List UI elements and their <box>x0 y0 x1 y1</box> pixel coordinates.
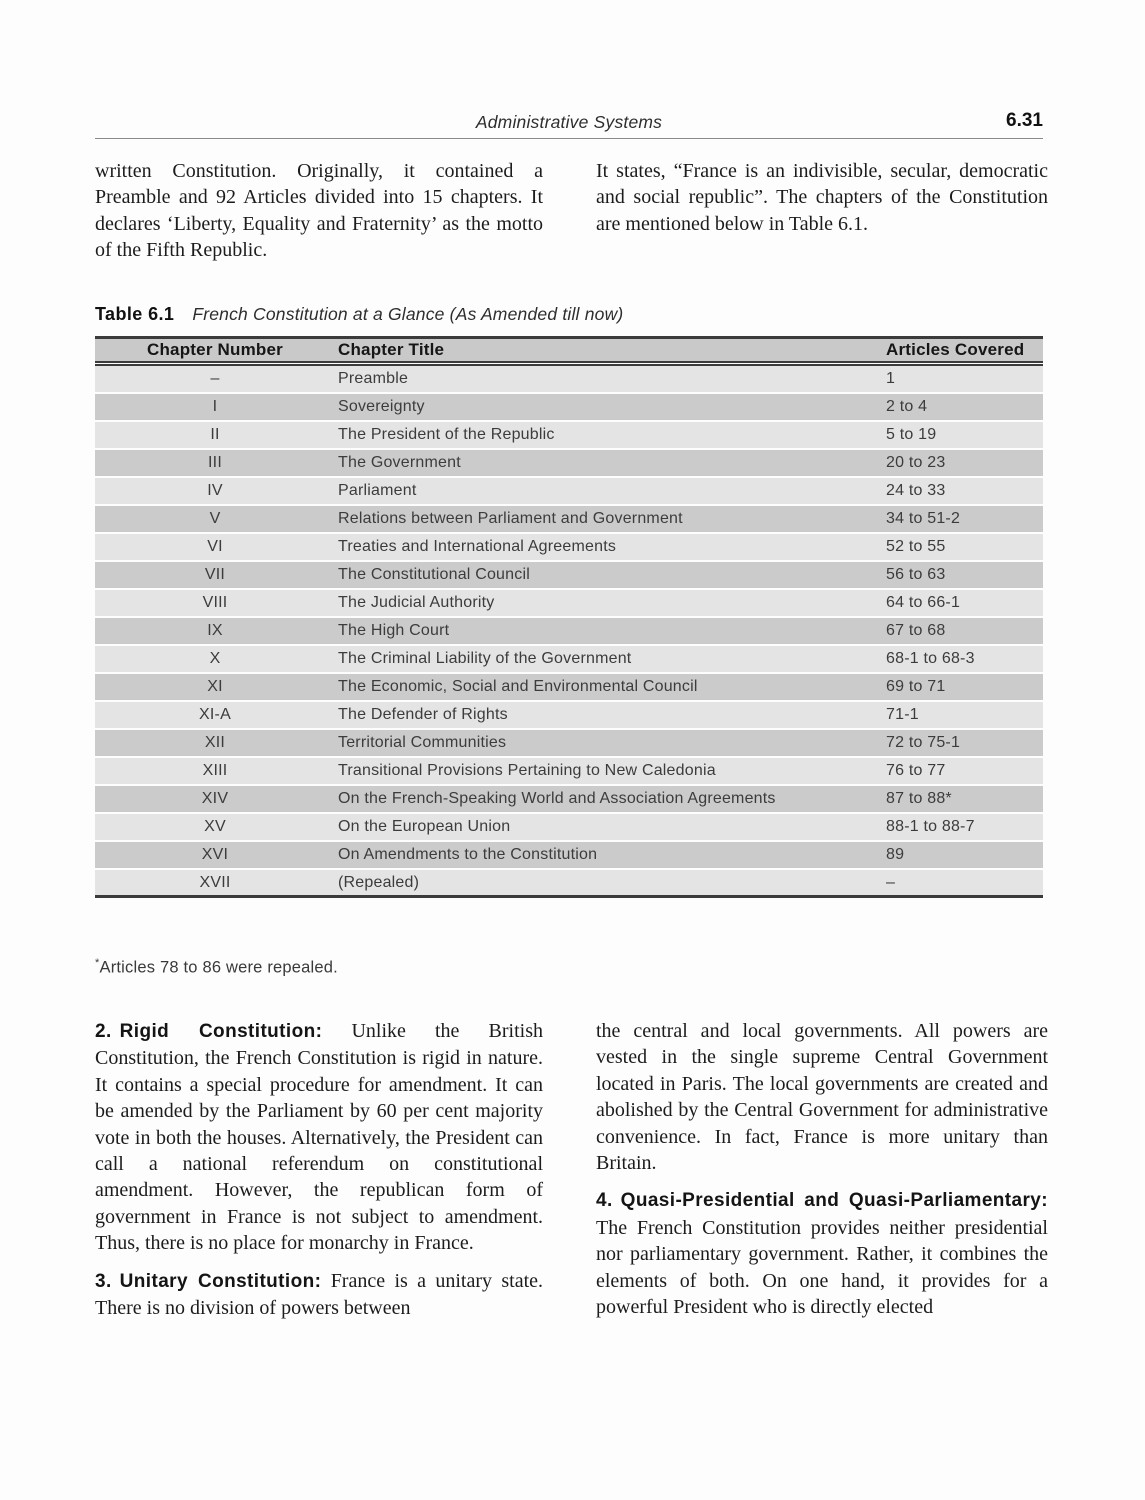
chapter-title-cell: Preamble <box>335 366 883 394</box>
articles-covered-cell: 64 to 66-1 <box>883 590 1043 618</box>
section-body: The French Constitution provides neither presidential nor parliamentary government. Rather, it combines the elements of both. On one hand, it provides for a powerful President who is directly elected <box>596 1216 1048 1319</box>
section-quasi-presidential <box>596 1187 1048 1320</box>
column-header-articles-covered: Articles Covered <box>883 336 1043 366</box>
section-unitary-constitution <box>95 1268 543 1322</box>
chapter-number-cell: XI-A <box>95 702 335 730</box>
table-row <box>95 590 1043 618</box>
body-column-left <box>95 1018 543 1332</box>
table-row <box>95 870 1043 898</box>
chapter-number-cell: XIII <box>95 758 335 786</box>
articles-covered-cell: 71-1 <box>883 702 1043 730</box>
chapter-title-cell: The Economic, Social and Environmental Council <box>335 674 883 702</box>
chapter-title-cell: On Amendments to the Constitution <box>335 842 883 870</box>
table-row <box>95 450 1043 478</box>
table-title: French Constitution at a Glance (As Amended till now) <box>192 304 624 324</box>
chapter-title-cell: The President of the Republic <box>335 422 883 450</box>
table-label: Table 6.1 <box>95 304 175 324</box>
chapter-title-cell: The Constitutional Council <box>335 562 883 590</box>
table-row <box>95 702 1043 730</box>
column-header-chapter-number: Chapter Number <box>95 336 335 366</box>
section-heading: Rigid Constitution: <box>119 1021 323 1042</box>
table-row <box>95 422 1043 450</box>
chapter-number-cell: VII <box>95 562 335 590</box>
table-row <box>95 562 1043 590</box>
chapter-number-cell: XIV <box>95 786 335 814</box>
table-row <box>95 394 1043 422</box>
section-body: Unlike the British Constitution, the French Constitution is rigid in nature. It contains a special procedure for amendment. It can be amended by the Parliament by 60 per cent majority vote in both the houses. Alternatively, the President can call a national referendum on constitutional amendment. However, the republican form of government in France is not subject to amendment. Thus, there is no place for monarchy in France. <box>95 1020 543 1255</box>
chapter-title-cell: Treaties and International Agreements <box>335 534 883 562</box>
chapter-title-cell: On the European Union <box>335 814 883 842</box>
chapter-number-cell: XI <box>95 674 335 702</box>
table-row <box>95 814 1043 842</box>
chapter-number-cell: XII <box>95 730 335 758</box>
articles-covered-cell: 76 to 77 <box>883 758 1043 786</box>
articles-covered-cell: 5 to 19 <box>883 422 1043 450</box>
intro-paragraph-right: It states, “France is an indivisible, secular, democratic and social republic”. The chapters of the Constitution are mentioned below in Table 6.1. <box>596 160 1048 235</box>
articles-covered-cell: 20 to 23 <box>883 450 1043 478</box>
chapter-number-cell: VIII <box>95 590 335 618</box>
footnote-marker: * <box>95 957 100 969</box>
chapter-title-cell: Relations between Parliament and Government <box>335 506 883 534</box>
column-header-chapter-title: Chapter Title <box>335 336 883 366</box>
chapter-title-cell: Territorial Communities <box>335 730 883 758</box>
section-heading: Unitary Constitution: <box>119 1270 322 1292</box>
section-unitary-continuation: the central and local governments. All powers are vested in the single supreme Central Government located in Paris. The local governments are created and abolished by the Central Government for administrative convenience. In fact, France is more unitary than Britain. <box>596 1020 1048 1175</box>
chapter-number-cell: X <box>95 646 335 674</box>
chapter-number-cell: II <box>95 422 335 450</box>
articles-covered-cell: 56 to 63 <box>883 562 1043 590</box>
footnote-text: Articles 78 to 86 were repealed. <box>99 958 338 977</box>
chapter-title-cell: Parliament <box>335 478 883 506</box>
chapter-title-cell: The Government <box>335 450 883 478</box>
chapter-number-cell: III <box>95 450 335 478</box>
chapter-number-cell: IV <box>95 478 335 506</box>
chapter-number-cell: XVII <box>95 870 335 898</box>
body-column-right <box>596 1018 1048 1331</box>
page-number: 6.31 <box>1006 110 1043 131</box>
articles-covered-cell: 52 to 55 <box>883 534 1043 562</box>
chapter-number-cell: IX <box>95 618 335 646</box>
section-number: 3. <box>95 1270 112 1292</box>
page-header <box>95 110 1043 136</box>
articles-covered-cell: 68-1 to 68-3 <box>883 646 1043 674</box>
section-number: 4. <box>596 1190 613 1212</box>
chapter-title-cell: Sovereignty <box>335 394 883 422</box>
constitution-table-body <box>95 366 1043 898</box>
table-caption <box>95 304 623 325</box>
section-body: France is a unitary state. There is no division of powers between <box>95 1269 544 1320</box>
chapter-title-cell: The High Court <box>335 618 883 646</box>
table-row <box>95 786 1043 814</box>
articles-covered-cell: 87 to 88* <box>883 786 1043 814</box>
table-row <box>95 842 1043 870</box>
table-row <box>95 506 1043 534</box>
chapter-number-cell: XV <box>95 814 335 842</box>
constitution-table <box>95 336 1043 898</box>
articles-covered-cell: 24 to 33 <box>883 478 1043 506</box>
header-rule <box>95 138 1043 139</box>
articles-covered-cell: 67 to 68 <box>883 618 1043 646</box>
table-row <box>95 730 1043 758</box>
chapter-title-cell: The Criminal Liability of the Government <box>335 646 883 674</box>
intro-paragraph-left: written Constitution. Originally, it contained a Preamble and 92 Articles divided into 15 chapters. It declares ‘Liberty, Equality and Fraternity’ as the motto of the Fifth Republic. <box>95 160 543 262</box>
table-footnote <box>95 957 338 978</box>
section-heading: Quasi-Presidential and Quasi-Parliamentary: <box>620 1190 1048 1212</box>
table-row <box>95 758 1043 786</box>
chapter-number-cell: V <box>95 506 335 534</box>
chapter-number-cell: XVI <box>95 842 335 870</box>
table-row <box>95 646 1043 674</box>
articles-covered-cell: – <box>883 870 1043 898</box>
table-row <box>95 478 1043 506</box>
chapter-number-cell: I <box>95 394 335 422</box>
articles-covered-cell: 69 to 71 <box>883 674 1043 702</box>
chapter-title-cell: (Repealed) <box>335 870 883 898</box>
section-rigid-constitution <box>95 1018 543 1257</box>
table-row <box>95 618 1043 646</box>
chapter-title-cell: The Judicial Authority <box>335 590 883 618</box>
running-title: Administrative Systems <box>475 112 663 132</box>
table-header-row <box>95 336 1043 366</box>
table-row <box>95 366 1043 394</box>
articles-covered-cell: 2 to 4 <box>883 394 1043 422</box>
chapter-number-cell: VI <box>95 534 335 562</box>
table-row <box>95 534 1043 562</box>
chapter-title-cell: Transitional Provisions Pertaining to New Caledonia <box>335 758 883 786</box>
articles-covered-cell: 34 to 51-2 <box>883 506 1043 534</box>
table-row <box>95 674 1043 702</box>
chapter-number-cell: – <box>95 366 335 394</box>
articles-covered-cell: 88-1 to 88-7 <box>883 814 1043 842</box>
articles-covered-cell: 1 <box>883 366 1043 394</box>
section-number: 2. <box>95 1021 112 1042</box>
articles-covered-cell: 89 <box>883 842 1043 870</box>
chapter-title-cell: On the French-Speaking World and Association Agreements <box>335 786 883 814</box>
articles-covered-cell: 72 to 75-1 <box>883 730 1043 758</box>
chapter-title-cell: The Defender of Rights <box>335 702 883 730</box>
